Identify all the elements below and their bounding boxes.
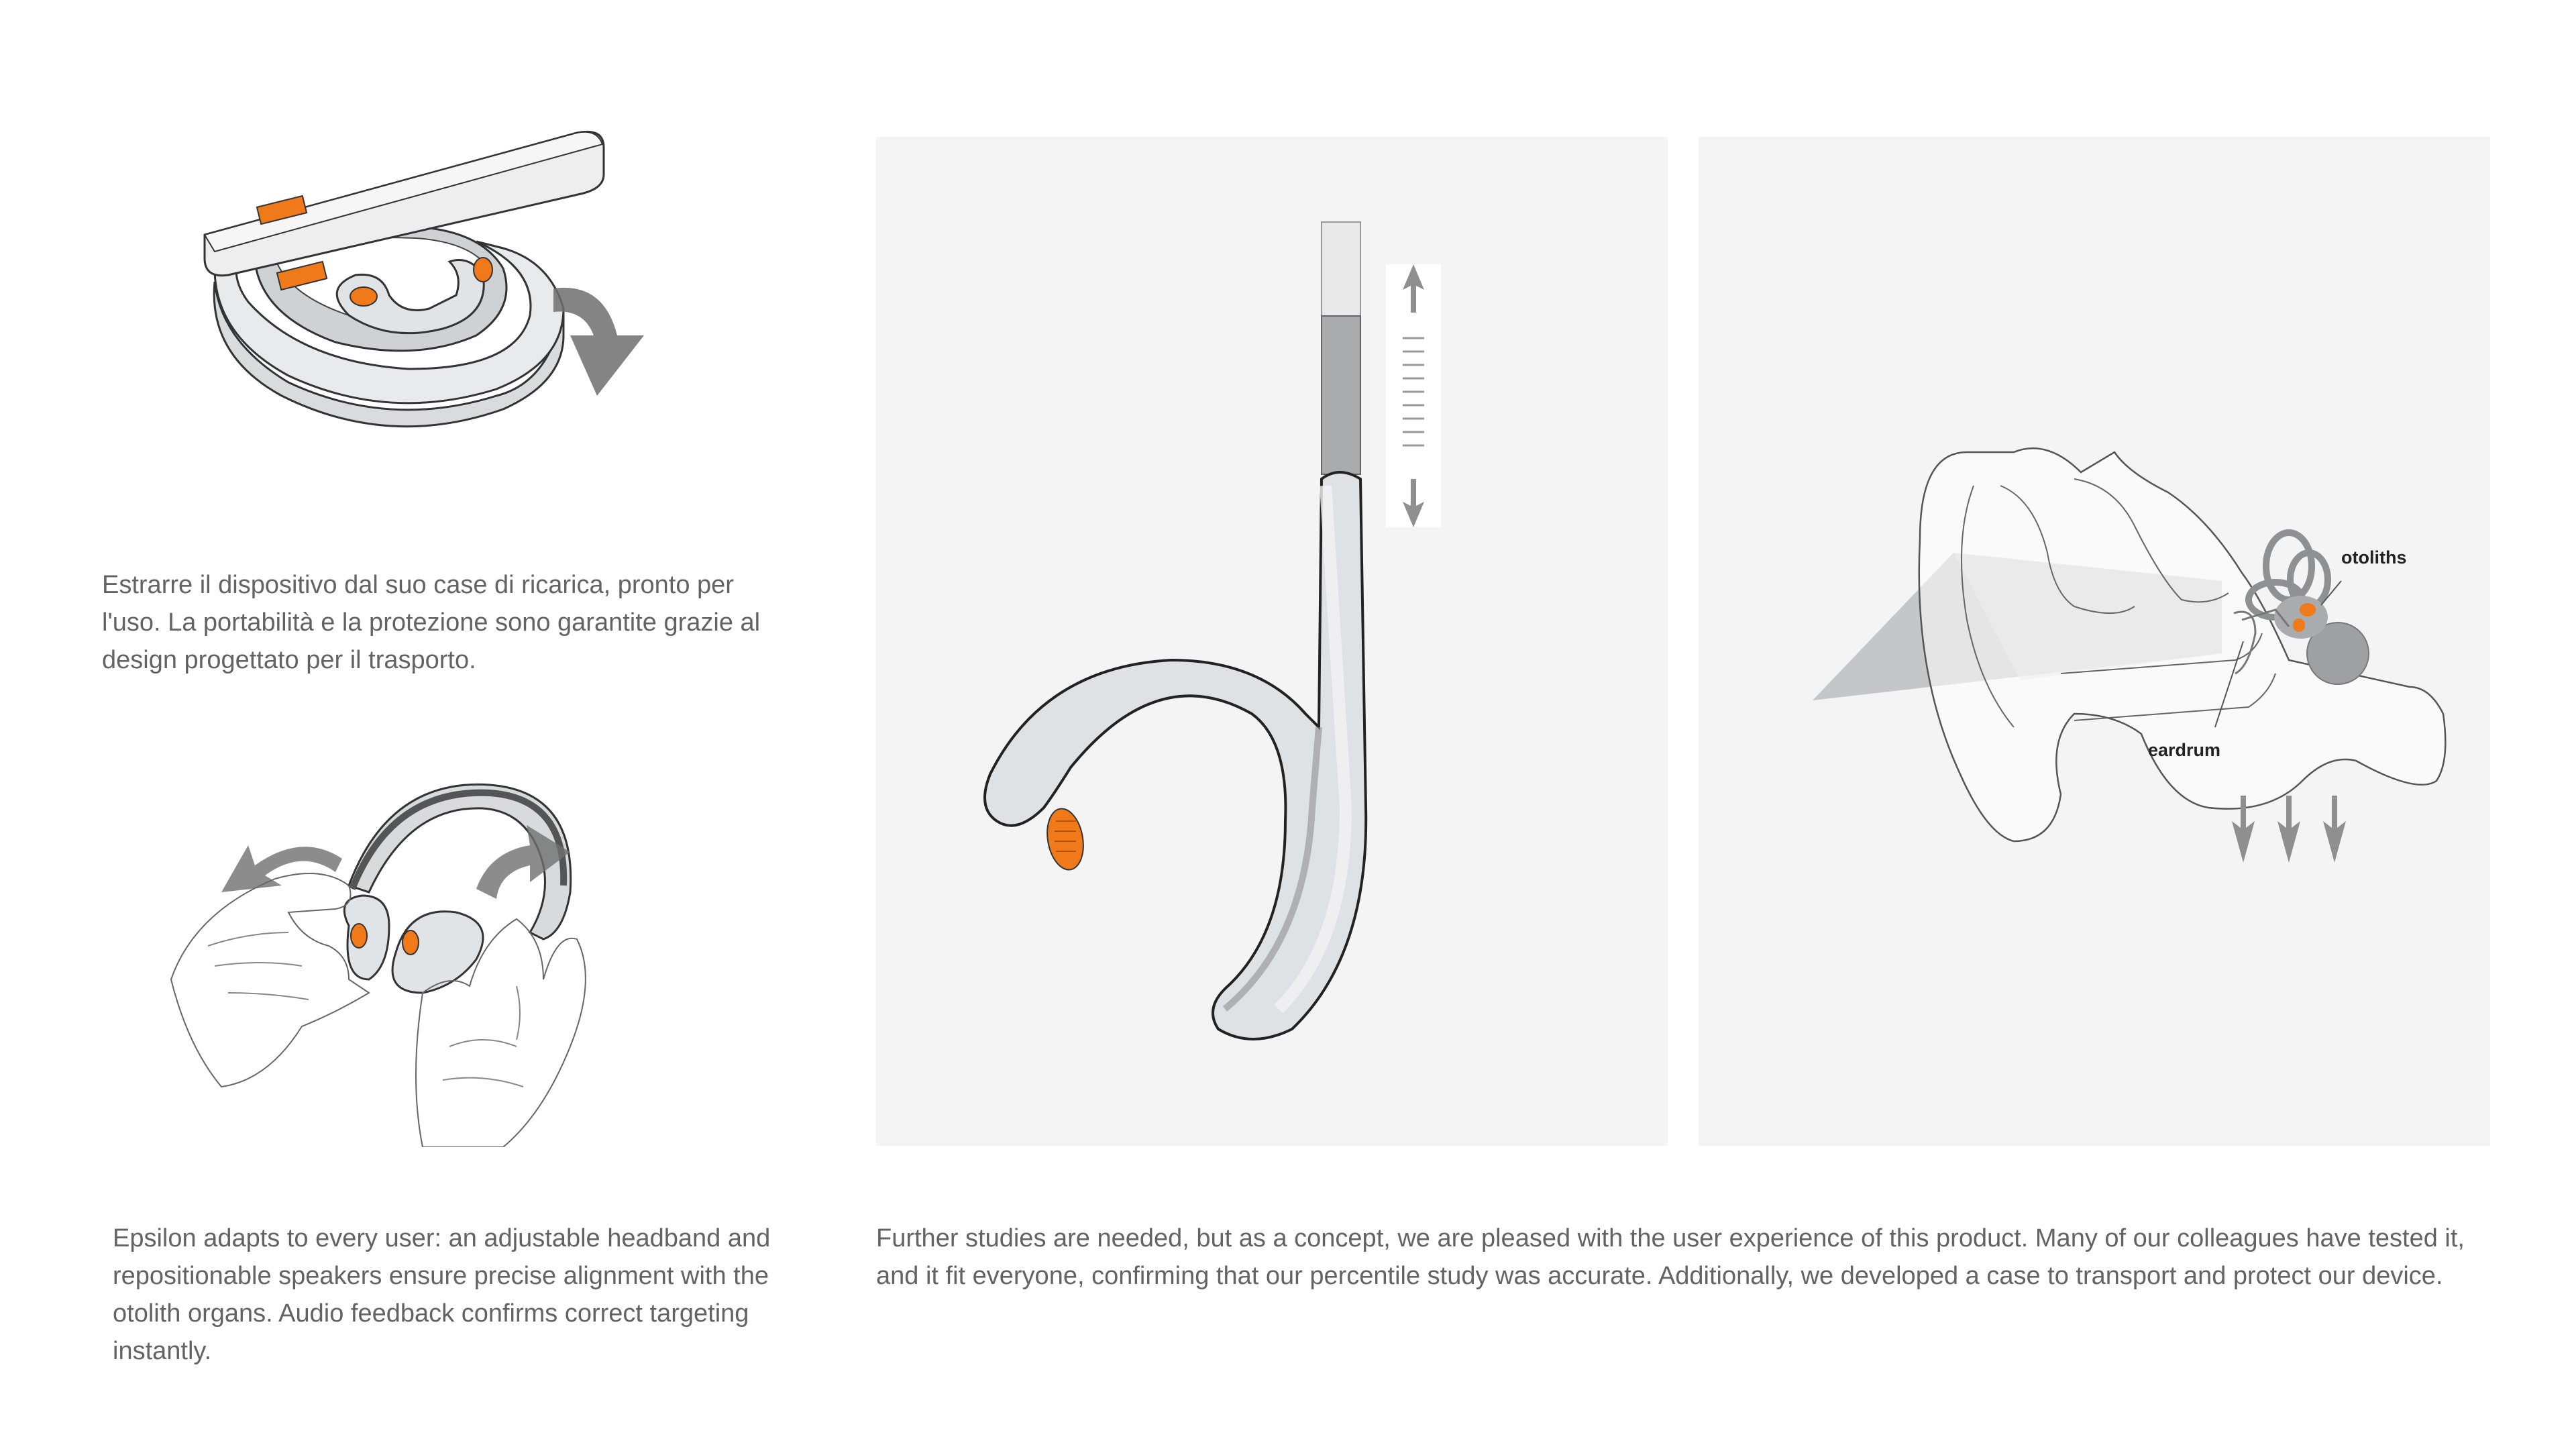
rotate-arrow-icon [553, 288, 644, 396]
eardrum-label: eardrum [2148, 740, 2221, 760]
hands-adjusting-illustration [168, 765, 637, 1147]
case-caption: Estrarre il dispositivo dal suo case di ricarica, pronto per l'uso. La portabilità e la protezione sono garantite grazie al design progettato per il trasporto. [102, 571, 761, 674]
studies-caption: Further studies are needed, but as a concept, we are pleased with the user experience of this product. Many of our colleagues have tested it, and it fit everyone, confirming that our percentile study was accurate. Additionally, we developed a case to transport and protect our device. [876, 1224, 2465, 1290]
otoliths-label: otoliths [2341, 547, 2407, 568]
device-side-view-panel [876, 137, 1668, 1146]
adapt-caption: Epsilon adapts to every user: an adjustable headband and repositionable speakers ensure precise alignment with the otolith organs. Audio feedback confirms correct targeting instantly. [113, 1224, 771, 1365]
ear-anatomy-panel [1699, 137, 2490, 1146]
rotate-arrow-icon [221, 845, 342, 892]
charging-case-illustration [188, 114, 671, 490]
